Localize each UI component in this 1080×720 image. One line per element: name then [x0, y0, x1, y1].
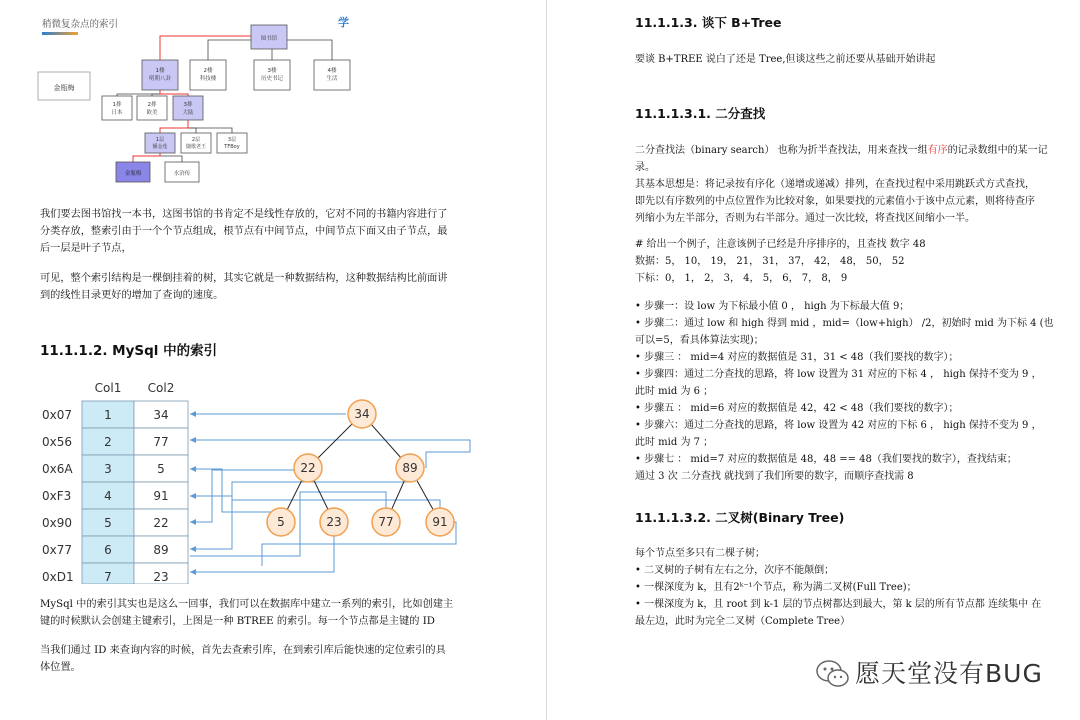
svg-text:2: 2 [104, 435, 112, 449]
level1-node-1 [142, 60, 178, 90]
highlight-ordered: 有序 [927, 145, 948, 156]
svg-text:水浒传: 水浒传 [173, 171, 191, 177]
svg-text:91: 91 [432, 515, 448, 529]
diagram-title: 稍微复杂点的索引 [42, 19, 119, 30]
svg-text:22: 22 [153, 516, 169, 530]
paragraph-3: MySql 中的索引其实也是这么一回事，我们可以在数据库中建立一系列的索引，比如创建主 键的时候默认会创建主键索引，上图是一种 BTREE 的索引。每一个节点都是主键的 ID [40, 599, 454, 627]
side-box-label: 金瓶梅 [53, 84, 75, 92]
svg-text:22: 22 [300, 461, 316, 475]
svg-text:77: 77 [378, 515, 394, 529]
level3-node-1 [145, 133, 175, 153]
level2-node-1 [102, 96, 132, 120]
svg-text:1层: 1层 [155, 137, 165, 143]
svg-text:科技楼: 科技楼 [199, 76, 217, 82]
svg-text:3排: 3排 [183, 102, 193, 108]
svg-text:3: 3 [104, 462, 112, 476]
svg-text:23: 23 [326, 515, 342, 529]
col1-header: Col1 [94, 381, 122, 395]
heading-binary-tree: 11.1.1.3.2. 二叉树(Binary Tree) [635, 510, 845, 525]
svg-text:5: 5 [104, 516, 112, 530]
pointer-lines [190, 414, 470, 572]
svg-text:91: 91 [153, 489, 169, 503]
svg-text:2排: 2排 [147, 102, 157, 108]
wechat-icon [815, 658, 851, 690]
svg-text:0x07: 0x07 [42, 408, 73, 422]
level2-node-3 [173, 96, 203, 120]
heading-binary-search: 11.1.1.3.1. 二分查找 [635, 106, 766, 121]
svg-text:0xF3: 0xF3 [42, 489, 72, 503]
library-tree-diagram [0, 0, 546, 200]
svg-text:1: 1 [104, 408, 112, 422]
level3-node-3 [217, 133, 247, 153]
paragraph-4: 当我们通过 ID 来查询内容的时候，首先去查索引库，在到索引库后能快速的定位索引的具 体位置。 [40, 645, 446, 673]
svg-text:欧美: 欧美 [146, 110, 158, 116]
svg-text:89: 89 [153, 543, 169, 557]
logo-mark: 学 [338, 16, 349, 29]
level3-node-2 [181, 133, 211, 153]
svg-text:2楼: 2楼 [203, 68, 213, 74]
svg-text:5: 5 [277, 515, 285, 529]
svg-text:2层: 2层 [191, 137, 201, 143]
binary-search-paragraph: 二分查找法（binary search） 也称为折半查找法，用来查找一组有序的记录数组中的某一记 录。 其基本思想是：将记录按有序化（递增或递减）排列，在查找过程中采用跳跃式方式查找， 即先以有序数列的中点位置作为比较对象，如果要找的元素值小于该中点元素，则将待查序 列缩小为左半部分，否则为右半部分。通过一次比较，将查找区间缩小一半。 [635, 145, 1048, 224]
steps-list: • 步骤一：设 low 为下标最小值 0 ， high 为下标最大值 9； • 步骤二：通过 low 和 high 得到 mid ，mid=（low+high） /2，初始时 mid 为下标 4 (也 可以=5，看具体算法实现)； • 步骤三 ： mid=4 对应的数据值是 31，31 < 48（我们要找的数字）； • 步骤四：通过二分查找的思路，将 low 设置为 31 对应的下标 4 ， high 保持不变为 9 ， 此时 mid 为 6 ； • 步骤五 ： mid=6 对应的数据值是 42，42 < 48（我们要找的数字）； • 步骤六：通过二分查找的思路，将 low 设置为 42 对应的下标 6 ， high 保持不变为 9 ， 此时 mid 为 7 ； • 步骤七 ： mid=7 对应的数据值是 48，48 == 48（我们要找的数字），查找结束； 通过 3 次 二分查找 就找到了我们所要的数字，而顺序查找需 8 [635, 301, 1054, 482]
svg-text:7: 7 [104, 570, 112, 584]
svg-text:1楼: 1楼 [155, 68, 165, 74]
svg-text:3楼: 3楼 [267, 68, 277, 74]
index-btree-figure [0, 372, 546, 584]
svg-text:生活: 生活 [326, 76, 338, 82]
svg-text:34: 34 [153, 408, 169, 422]
svg-text:大陆: 大陆 [182, 110, 194, 116]
svg-text:图书馆: 图书馆 [260, 36, 278, 42]
example-block: # 给出一个例子，注意该例子已经是升序排序的，且查找 数字 48 数据：5， 10， 19， 21， 31， 37， 42， 48， 50， 52 下标：0， 1， 2， 3， 4， 5， 6， 7， 8， 9 [635, 239, 926, 284]
section-heading-mysql-index: 11.1.1.2. MySql 中的索引 [40, 343, 218, 359]
svg-text:77: 77 [153, 435, 169, 449]
paragraph-1: 我们要去图书馆找一本书，这图书馆的书肯定不是线性存放的，它对不同的书籍内容进行了 分类存放，整索引由于一个个节点组成，根节点有中间节点，中间节点下面又由子节点，最 后一层是叶子节点， [40, 209, 448, 254]
address-labels [42, 408, 74, 584]
watermark [815, 652, 1077, 692]
intro-text: 要谈 B+TREE 说白了还是 Tree,但谈这些之前还要从基础开始讲起 [635, 54, 936, 65]
svg-text:6: 6 [104, 543, 112, 557]
svg-text:明朝八卦: 明朝八卦 [148, 76, 172, 82]
svg-text:历史书记: 历史书记 [260, 76, 284, 82]
svg-text:1排: 1排 [112, 102, 122, 108]
svg-text:随歌老王: 随歌老王 [185, 144, 207, 150]
svg-text:4: 4 [104, 489, 112, 503]
level2-node-2 [137, 96, 167, 120]
svg-text:0x77: 0x77 [42, 543, 73, 557]
svg-text:TFBoy: TFBoy [224, 144, 240, 150]
level1-node-2 [190, 60, 226, 90]
svg-text:34: 34 [354, 407, 370, 421]
svg-text:0x6A: 0x6A [42, 462, 73, 476]
watermark-text: 愿天堂没有BUG [855, 659, 1043, 688]
svg-text:金瓶梅: 金瓶梅 [124, 171, 142, 177]
svg-text:播金莲: 播金莲 [152, 144, 168, 150]
pointer-arrows [190, 411, 196, 575]
col2-header: Col2 [147, 381, 175, 395]
level1-node-4 [314, 60, 350, 90]
svg-text:5: 5 [157, 462, 165, 476]
svg-text:4楼: 4楼 [327, 68, 337, 74]
svg-text:日本: 日本 [111, 110, 123, 116]
svg-text:0xD1: 0xD1 [42, 570, 74, 584]
svg-text:3层: 3层 [227, 137, 237, 143]
binary-tree-list: 每个节点至多只有二棵子树； • 二叉树的子树有左右之分，次序不能颠倒； • 一棵深度为 k，且有2ᵏ⁻¹个节点，称为满二叉树(Full Tree)； • 一棵深度为 k，且 root 到 k-1 层的节点树都达到最大，第 k 层的所有节点都 连续集中 在 最左边，此时为完全二叉树（Complete Tree） [635, 548, 1042, 627]
level1-node-3 [254, 60, 290, 90]
svg-text:23: 23 [153, 570, 169, 584]
svg-text:89: 89 [402, 461, 418, 475]
svg-text:0x56: 0x56 [42, 435, 73, 449]
right-page [547, 0, 1080, 720]
heading-bplus-tree: 11.1.1.3. 谈下 B+Tree [635, 15, 782, 30]
paragraph-2: 可见，整个索引结构是一棵倒挂着的树，其实它就是一种数据结构，这种数据结构比前面讲 到的线性目录更好的增加了查询的速度。 [40, 273, 448, 301]
svg-text:0x90: 0x90 [42, 516, 73, 530]
